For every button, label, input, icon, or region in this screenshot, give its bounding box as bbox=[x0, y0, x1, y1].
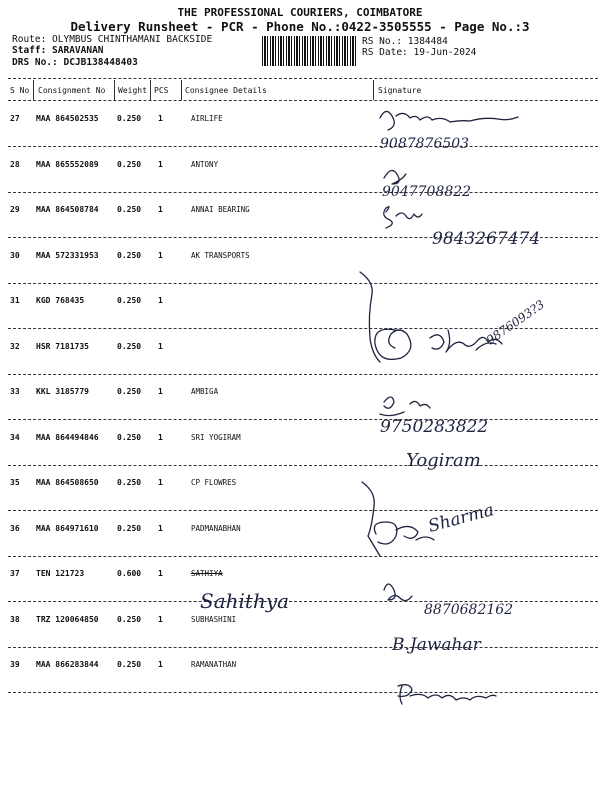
col-signature: Signature bbox=[378, 86, 422, 95]
cell-sno: 28 bbox=[10, 159, 20, 169]
cell-pcs: 1 bbox=[158, 432, 163, 442]
cell-sno: 29 bbox=[10, 205, 20, 214]
cell-pcs: 1 bbox=[158, 478, 163, 487]
r31-phone: 9876093?3 bbox=[483, 297, 548, 348]
cell-pcs: 1 bbox=[158, 569, 163, 578]
cell-pcs: 1 bbox=[158, 341, 163, 351]
cell-sno: 39 bbox=[10, 660, 20, 669]
col-sno: S No bbox=[10, 86, 30, 95]
r29-phone: 9843267474 bbox=[432, 229, 541, 249]
cell-consignment: MAA 864494846 bbox=[36, 432, 99, 442]
signature-rows31-32 bbox=[375, 329, 502, 359]
r35-name: Sharma bbox=[426, 500, 497, 537]
r37-name: Sahithya bbox=[200, 589, 290, 613]
r33-phone: 9750283822 bbox=[380, 417, 489, 437]
signature-row27 bbox=[380, 111, 518, 130]
cell-consignee: CP FLOWRES bbox=[191, 478, 237, 487]
r38-name: B.Jawahar bbox=[392, 635, 481, 655]
cell-sno: 32 bbox=[10, 341, 20, 351]
cell-pcs: 1 bbox=[158, 114, 163, 123]
cell-consignee: AIRLIFE bbox=[191, 114, 223, 123]
cell-consignee: AMBIGA bbox=[191, 387, 219, 396]
cell-consignee: SUBHASHINI bbox=[191, 614, 237, 624]
bracket-rows30-32 bbox=[360, 272, 380, 362]
cell-consignment: KGD 768435 bbox=[36, 296, 85, 305]
cell-pcs: 1 bbox=[158, 159, 163, 169]
cell-consignment: TEN 121723 bbox=[36, 569, 85, 578]
cell-weight: 0.250 bbox=[117, 250, 142, 260]
cell-sno: 33 bbox=[10, 387, 20, 396]
bracket-rows35-36 bbox=[362, 482, 380, 556]
cell-pcs: 1 bbox=[158, 523, 163, 533]
r34-name: Yogiram bbox=[406, 450, 481, 471]
col-consignment: Consignment No bbox=[38, 86, 106, 95]
cell-consignment: MAA 866283844 bbox=[36, 660, 99, 669]
col-pcs: PCS bbox=[154, 86, 169, 95]
cell-consignee: SATHIYA bbox=[191, 569, 223, 578]
cell-pcs: 1 bbox=[158, 250, 163, 260]
cell-sno: 34 bbox=[10, 432, 20, 442]
cell-sno: 31 bbox=[10, 296, 20, 305]
cell-consignee: ANTONY bbox=[191, 159, 219, 169]
signature-rows35-36 bbox=[374, 522, 434, 544]
cell-consignment: TRZ 120064850 bbox=[36, 614, 99, 624]
cell-weight: 0.250 bbox=[117, 614, 142, 624]
cell-pcs: 1 bbox=[158, 205, 163, 214]
staff-text: Staff: SARAVANAN bbox=[12, 45, 104, 56]
r27-phone: 9087876503 bbox=[380, 136, 470, 152]
company-title: THE PROFESSIONAL COURIERS, COIMBATORE bbox=[177, 6, 423, 19]
cell-consignment: MAA 864508650 bbox=[36, 478, 99, 487]
cell-sno: 30 bbox=[10, 250, 20, 260]
rs-date: RS Date: 19-Jun-2024 bbox=[362, 47, 477, 58]
cell-weight: 0.250 bbox=[117, 341, 142, 351]
cell-consignment: MAA 572331953 bbox=[36, 250, 99, 260]
cell-consignee: RAMANATHAN bbox=[191, 660, 237, 669]
cell-weight: 0.250 bbox=[117, 114, 142, 123]
cell-sno: 35 bbox=[10, 478, 20, 487]
cell-pcs: 1 bbox=[158, 387, 163, 396]
r28-phone: 9047708822 bbox=[382, 184, 472, 200]
cell-consignee: ANNAI BEARING bbox=[191, 205, 250, 214]
cell-consignment: MAA 864508784 bbox=[36, 205, 99, 214]
cell-pcs: 1 bbox=[158, 660, 163, 669]
col-weight: Weight bbox=[118, 86, 147, 95]
cell-consignee: PADMANABHAN bbox=[191, 523, 241, 533]
signature-row37 bbox=[384, 584, 412, 601]
col-consignee: Consignee Details bbox=[185, 86, 267, 95]
cell-consignee: AK TRANSPORTS bbox=[191, 250, 250, 260]
cell-sno: 37 bbox=[10, 569, 20, 578]
cell-weight: 0.250 bbox=[117, 432, 142, 442]
cell-consignee: SRI YOGIRAM bbox=[191, 432, 241, 442]
cell-weight: 0.250 bbox=[117, 296, 142, 305]
signature-row28 bbox=[384, 170, 406, 184]
drs-number: DRS No.: DCJB138448403 bbox=[12, 57, 138, 68]
signature-row29 bbox=[384, 207, 422, 228]
cell-weight: 0.250 bbox=[117, 205, 142, 214]
cell-consignment: MAA 864971610 bbox=[36, 523, 99, 533]
rs-number: RS No.: 1384484 bbox=[362, 36, 448, 47]
cell-consignment: MAA 864502535 bbox=[36, 114, 99, 123]
cell-sno: 27 bbox=[10, 114, 20, 123]
signature-row33 bbox=[380, 397, 430, 416]
cell-weight: 0.250 bbox=[117, 523, 142, 533]
cell-weight: 0.250 bbox=[117, 387, 142, 396]
route-text: Route: OLYMBUS CHINTHAMANI BACKSIDE bbox=[12, 34, 213, 45]
cell-weight: 0.250 bbox=[117, 660, 142, 669]
cell-weight: 0.600 bbox=[117, 569, 142, 578]
cell-pcs: 1 bbox=[158, 614, 163, 624]
signature-row39 bbox=[398, 685, 496, 704]
cell-sno: 38 bbox=[10, 614, 20, 624]
cell-weight: 0.250 bbox=[117, 478, 142, 487]
cell-pcs: 1 bbox=[158, 296, 163, 305]
cell-weight: 0.250 bbox=[117, 159, 142, 169]
cell-consignment: HSR 7181735 bbox=[36, 341, 89, 351]
r37-phone: 8870682162 bbox=[424, 602, 514, 618]
cell-consignment: MAA 865552089 bbox=[36, 159, 99, 169]
cell-sno: 36 bbox=[10, 523, 20, 533]
runsheet-title: Delivery Runsheet - PCR - Phone No.:0422-3505555 - Page No.:3 bbox=[70, 19, 530, 34]
cell-consignment: KKL 3185779 bbox=[36, 387, 89, 396]
